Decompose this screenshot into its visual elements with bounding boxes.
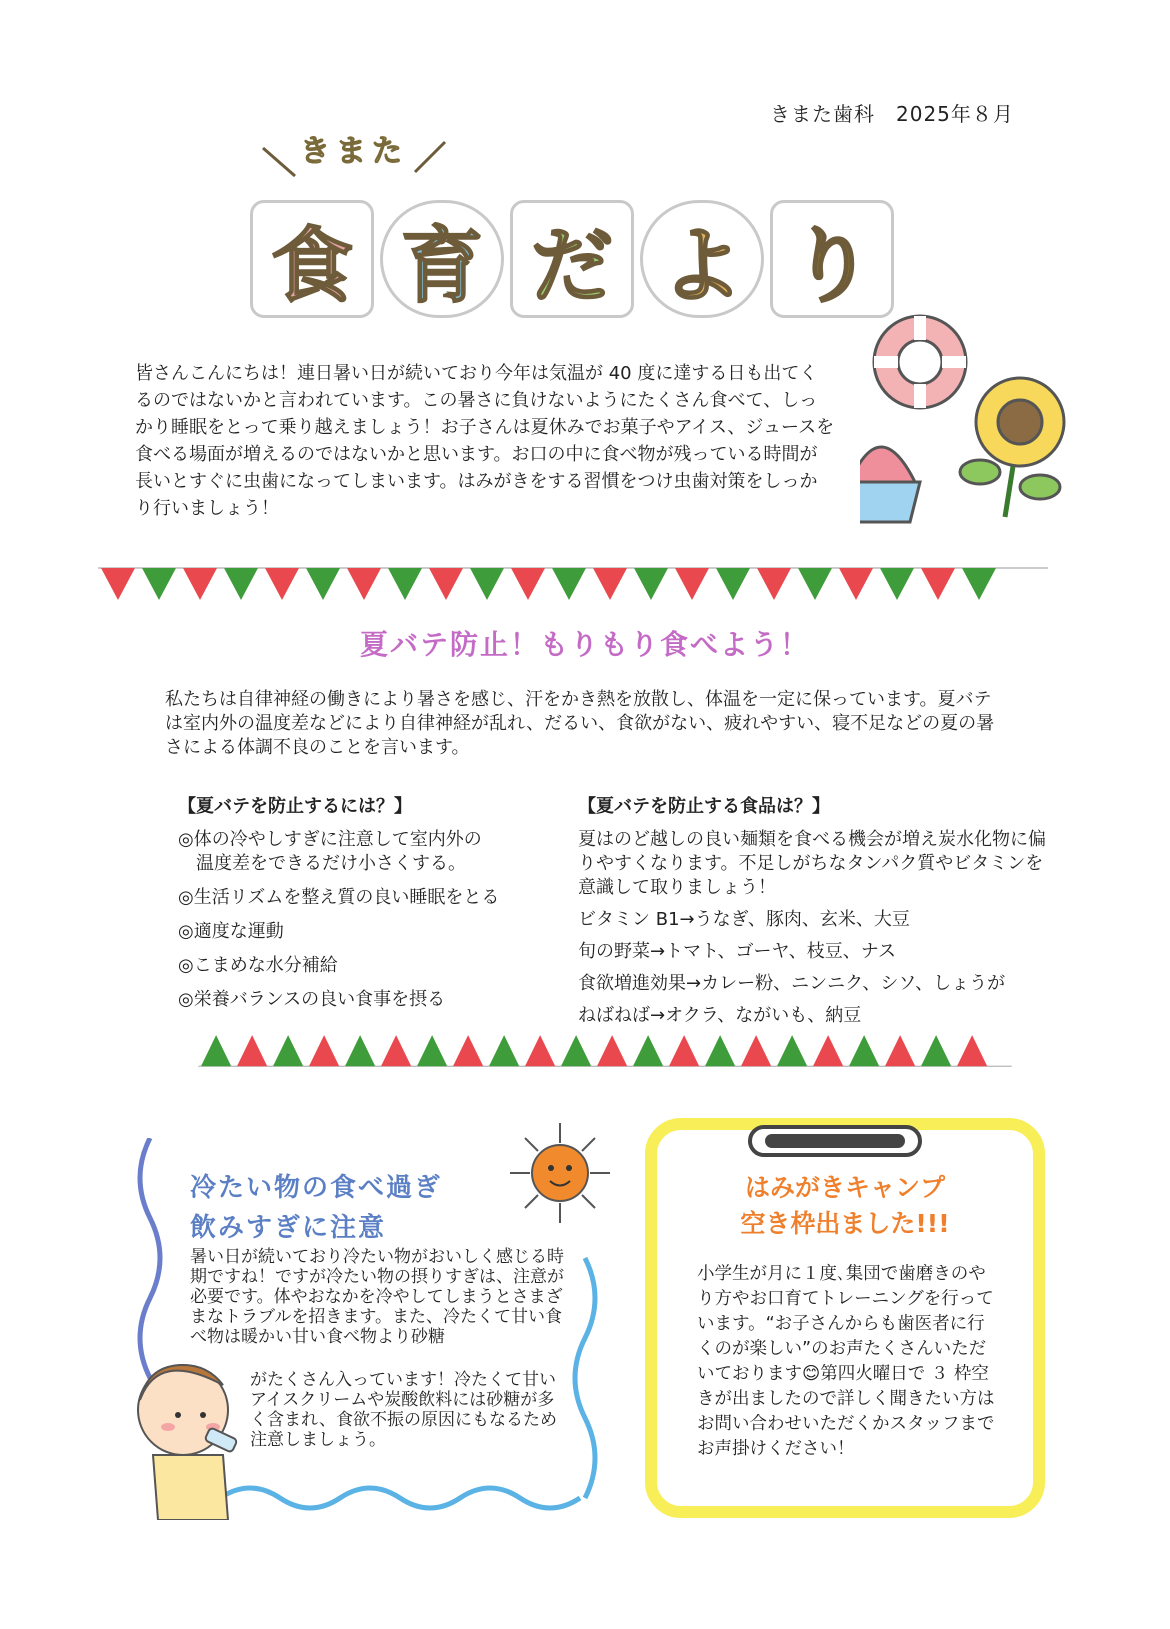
prevent-column: [178, 792, 548, 1012]
bunting-flag: [101, 568, 135, 600]
foods-column: [578, 792, 1048, 1028]
bunting-flag: [429, 568, 463, 600]
shaved-ice-icon: [860, 447, 920, 522]
bunting-flag: [237, 1035, 267, 1066]
title-char-4: よ: [640, 200, 764, 318]
clinic-date: きまた歯科 2025年８月: [770, 102, 1014, 126]
watermelon-bunting-bottom: [130, 1028, 1080, 1068]
cold-body-2: がたくさん入っています！冷たくて甘いアイスクリームや炭酸飲料には砂糖が多く含まれ、食欲不振の原因にもなるため注意しましょう。: [250, 1370, 558, 1450]
foods-item: ビタミン B1→うなぎ、豚肉、玄米、大豆: [578, 909, 910, 930]
title-char-2: 育: [380, 200, 504, 318]
clip-icon: [745, 1122, 925, 1162]
title-char-5: り: [770, 200, 894, 318]
foods-item: 旬の野菜→トマト、ゴーヤ、枝豆、ナス: [578, 941, 897, 962]
camp-title: [645, 1170, 1045, 1242]
foods-item: ねばねば→オクラ、ながいも、納豆: [578, 1005, 862, 1026]
prevent-item: ◎栄養バランスの良い食事を摂る: [178, 989, 446, 1010]
natsubate-title: 夏バテ防止！もりもり食べよう！: [359, 628, 810, 661]
prevent-item: ◎体の冷やしすぎに注意して室内外の: [178, 829, 482, 850]
bunting-flag: [306, 568, 340, 600]
bunting-flag: [921, 568, 955, 600]
bunting-flag: [183, 568, 217, 600]
foods-intro: 夏はのど越しの良い麺類を食べる機会が増え炭水化物に偏りやすくなります。不足しがちなタンパク質やビタミンを意識して取りましょう！: [578, 829, 1046, 898]
bunting-flag: [273, 1035, 303, 1066]
bunting-flag: [921, 1035, 951, 1066]
bunting-flag: [561, 1035, 591, 1066]
bunting-flag: [962, 568, 996, 600]
watermelon-bunting-top: [98, 566, 1048, 606]
bunting-flag: [525, 1035, 555, 1066]
bunting-flag: [957, 1035, 987, 1066]
cold-title: [190, 1168, 442, 1248]
bunting-flag: [345, 1035, 375, 1066]
masthead-title: [250, 200, 894, 318]
natsubate-body: 私たちは自律神経の働きにより暑さを感じ、汗をかき熱を放散し、体温を一定に保っています。夏バテは室内外の温度差などにより自律神経が乱れ、だるい、食欲がない、疲れやすい、寝不足などの夏の暑さによる体調不良のことを言います。: [165, 689, 995, 758]
bunting-flag: [201, 1035, 231, 1066]
masthead-subtitle: きまた: [300, 134, 408, 169]
camp-body: 小学生が月に１度､集団で歯磨きのやり方やお口育てトレーニングを行っています。“お子さんからも歯医者に行くのが楽しい”のお声たくさんいただいております😊第四火曜日で ３ 枠空きが出ましたので詳しく聞きたい方はお問い合わせいただくかスタッフまでお声掛けください！: [697, 1264, 995, 1459]
bunting-flag: [142, 568, 176, 600]
prevent-item: 温度差をできるだけ小さくする。: [196, 853, 466, 874]
prevent-item: ◎適度な運動: [178, 921, 284, 942]
bunting-flag: [265, 568, 299, 600]
prevent-heading: 【夏バテを防止するには？】: [178, 796, 412, 817]
camp-title-line2: 空き枠出ました!!!: [740, 1209, 950, 1238]
cold-body-1: 暑い日が続いており冷たい物がおいしく感じる時期ですね！ですが冷たい物の摂りすぎは、注意が必要です。体やおなかを冷やしてしまうとさまざまなトラブルを招きます。また、冷たくて甘い食べ物は暖かい甘い食べ物より砂糖: [190, 1247, 564, 1347]
bunting-flag: [880, 568, 914, 600]
bunting-flag: [453, 1035, 483, 1066]
camp-title-line1: はみがきキャンプ: [744, 1173, 945, 1202]
title-char-1: 食: [250, 200, 374, 318]
bunting-flag: [741, 1035, 771, 1066]
bunting-flag: [470, 568, 504, 600]
bunting-flag: [309, 1035, 339, 1066]
prevent-item: ◎こまめな水分補給: [178, 955, 338, 976]
bunting-flag: [757, 568, 791, 600]
cold-title-line2: 飲みすぎに注意: [190, 1213, 387, 1243]
bunting-flag: [552, 568, 586, 600]
foods-heading: 【夏バテを防止する食品は？】: [578, 796, 830, 817]
bunting-flag: [597, 1035, 627, 1066]
bunting-flag: [849, 1035, 879, 1066]
bunting-flag: [705, 1035, 735, 1066]
bunting-flag: [511, 568, 545, 600]
swim-ring-icon: [874, 316, 966, 408]
bunting-flag: [381, 1035, 411, 1066]
bunting-flag: [798, 568, 832, 600]
bunting-flag: [634, 568, 668, 600]
bunting-flag: [633, 1035, 663, 1066]
bunting-flag: [675, 568, 709, 600]
cold-title-line1: 冷たい物の食べ過ぎ: [190, 1173, 443, 1203]
summer-illustration: [860, 312, 1090, 542]
bunting-flag: [388, 568, 422, 600]
bunting-flag: [347, 568, 381, 600]
prevent-item: ◎生活リズムを整え質の良い睡眠をとる: [178, 887, 500, 908]
bunting-flag: [777, 1035, 807, 1066]
sun-icon: [505, 1118, 615, 1228]
bunting-flag: [716, 568, 750, 600]
bunting-flag: [669, 1035, 699, 1066]
foods-item: 食欲増進効果→カレー粉、ニンニク、シソ、しょうが: [578, 973, 1006, 994]
intro-text: 皆さんこんにちは！連日暑い日が続いており今年は気温が 40 度に達する日も出てくるのではないかと言われています。この暑さに負けないようにたくさん食べて、しっかり睡眠をとって乗り越えましょう！お子さんは夏休みでお菓子やアイス、ジュースを食べる場面が増えるのではないかと思います。お口の中に食べ物が残っている時間が長いとすぐに虫歯になってしまいます。はみがきをする習慣をつけ虫歯対策をしっかり行いましょう！: [135, 363, 835, 519]
bunting-flag: [593, 568, 627, 600]
child-drinking-illustration: [128, 1345, 258, 1520]
title-char-3: だ: [510, 200, 634, 318]
bunting-flag: [813, 1035, 843, 1066]
sunflower-icon: [960, 378, 1064, 517]
bunting-flag: [224, 568, 258, 600]
bunting-flag: [489, 1035, 519, 1066]
bunting-flag: [885, 1035, 915, 1066]
bunting-flag: [839, 568, 873, 600]
bunting-flag: [417, 1035, 447, 1066]
